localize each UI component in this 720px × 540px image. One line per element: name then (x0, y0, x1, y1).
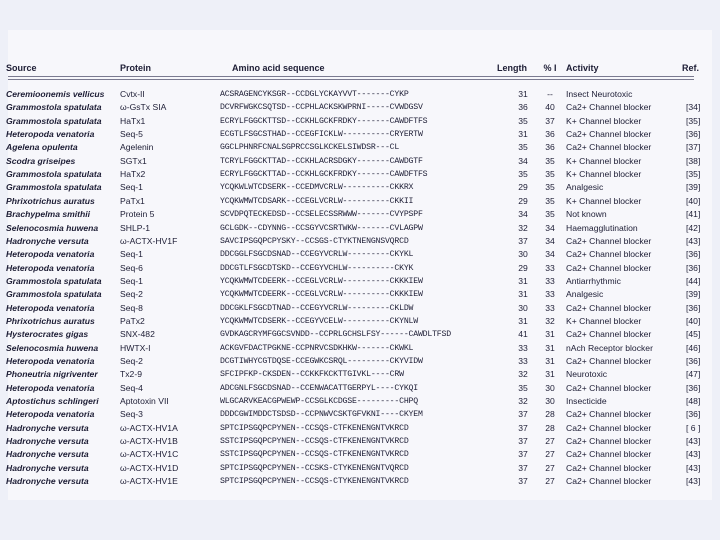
length-cell: 35 (518, 142, 528, 153)
sequence-cell: YCQKWMWTCDEERK--CCEGLVCRLW----------CKKKIEW (220, 290, 423, 300)
table-row (0, 168, 704, 181)
header-activity: Activity (566, 63, 599, 73)
reference-cell: [35] (686, 169, 701, 180)
activity-cell: Ca2+ Channel blocker (566, 422, 652, 433)
length-cell: 31 (518, 315, 528, 326)
percent-identity-cell: 32 (545, 315, 555, 326)
sequence-cell: SPTCIPSGQPCPYNEN--CCSKS-CTYKENENGNTVQRCD (220, 463, 409, 473)
table-row (0, 342, 704, 355)
length-cell: 41 (518, 329, 528, 340)
header-bottom-rule (8, 79, 694, 80)
length-cell: 34 (518, 209, 528, 220)
reference-cell: [43] (686, 476, 701, 487)
reference-cell: [37] (686, 142, 701, 153)
protein-cell: ω-ACTX-HV1C (120, 449, 179, 460)
length-cell: 29 (518, 195, 528, 206)
protein-cell: Seq-4 (120, 382, 143, 393)
percent-identity-cell: 35 (545, 209, 555, 220)
protein-cell: Cvtx-II (120, 89, 145, 99)
length-cell: 31 (518, 275, 528, 286)
sequence-cell: ADCGNLFSGCDSNAD--CCENWACATTGERPYL----CYKQI (220, 383, 418, 393)
activity-cell: K+ Channel blocker (566, 195, 642, 206)
source-cell: Grammostola spatulata (6, 169, 102, 180)
percent-identity-cell: 28 (545, 422, 555, 433)
table-row (0, 422, 704, 435)
activity-cell: K+ Channel blocker (566, 115, 642, 126)
header-length: Length (497, 63, 527, 73)
activity-cell: Ca2+ Channel blocker (566, 409, 652, 420)
protein-cell: HaTx2 (120, 169, 146, 180)
length-cell: 31 (518, 289, 528, 300)
length-cell: 31 (518, 89, 528, 99)
sequence-cell: YCQKWMWTCDSARK--CCEGLVCRLW----------CKKII (220, 196, 414, 206)
percent-identity-cell: -- (547, 89, 553, 99)
sequence-cell: DCGTIWHYCGTDQSE-CCEGWKCSRQL---------CKYVIDW (220, 357, 423, 366)
source-cell: Selenocosmia huwena (6, 222, 99, 233)
protein-cell: Seq-1 (120, 275, 143, 286)
table-row (0, 235, 704, 248)
source-cell: Heteropoda venatoria (6, 356, 95, 366)
percent-identity-cell: 35 (545, 169, 555, 180)
sequence-cell: SPTCIPSGQPCPYNEN--CCSQS-CTYKENENGNTVKRCD (220, 477, 409, 487)
percent-identity-cell: 35 (545, 155, 555, 166)
protein-cell: SGTx1 (120, 155, 147, 166)
percent-identity-cell: 28 (545, 409, 555, 420)
table-row (0, 382, 704, 395)
reference-cell: [38] (686, 155, 701, 166)
activity-cell: Ca2+ Channel blocker (566, 449, 652, 460)
sequence-cell: SSTCIPSGQPCPYNEN--CCSQS-CTFKENENGNTVKRCD (220, 450, 409, 460)
sequence-cell: YCQKWMWTCDEERK--CCEGLVCRLW----------CKKKIEW (220, 276, 423, 286)
protein-cell: ω-ACTX-HV1D (120, 462, 179, 473)
source-cell: Grammostola spatulata (6, 115, 102, 126)
table-row (0, 262, 704, 275)
source-cell: Heteropoda venatoria (6, 409, 95, 420)
activity-cell: Ca2+ Channel blocker (566, 262, 652, 273)
protein-cell: Seq-2 (120, 356, 143, 366)
table-row (0, 155, 704, 168)
activity-cell: Ca2+ Channel blocker (566, 142, 652, 153)
activity-cell: Insect Neurotoxic (566, 89, 633, 99)
protein-cell: Seq-2 (120, 289, 143, 300)
sequence-cell: DDCGKLFSGCDTNAD--CCEGYVCRLW---------CKLDW (220, 303, 414, 313)
header-sequence: Amino acid sequence (232, 63, 325, 73)
table-row (0, 181, 704, 194)
sequence-cell: DDCGGLFSGCDSNAD--CCEGYVCRLW---------CKYKL (220, 250, 414, 260)
source-cell: Heteropoda venatoria (6, 262, 95, 273)
percent-identity-cell: 33 (545, 275, 555, 286)
table-row (0, 248, 704, 261)
percent-identity-cell: 33 (545, 262, 555, 273)
reference-cell: [40] (686, 315, 701, 326)
length-cell: 37 (518, 436, 528, 447)
reference-cell: [48] (686, 396, 701, 407)
source-cell: Heteropoda venatoria (6, 302, 95, 313)
activity-cell: Insecticide (566, 396, 607, 407)
percent-identity-cell: 40 (545, 102, 555, 113)
length-cell: 31 (518, 129, 528, 140)
sequence-cell: ECGTLFSGCSTHAD--CCEGFICKLW----------CRYERTW (220, 130, 423, 140)
sequence-cell: DDDCGWIMDDCTSDSD--CCPNWVCSKTGFVKNI----CKYEM (220, 410, 423, 420)
activity-cell: nAch Receptor blocker (566, 342, 653, 353)
table-row (0, 275, 704, 288)
table-row (0, 462, 704, 475)
length-cell: 37 (518, 235, 528, 246)
source-cell: Hadronyche versuta (6, 422, 89, 433)
protein-cell: Tx2-9 (120, 369, 142, 380)
sequence-cell: GVDKAGCRYMFGGCSVNDD--CCPRLGCHSLFSY------CAWDLTFSD (220, 330, 451, 340)
reference-cell: [39] (686, 182, 701, 193)
percent-identity-cell: 31 (545, 369, 555, 380)
reference-cell: [35] (686, 115, 701, 126)
activity-cell: K+ Channel blocker (566, 315, 642, 326)
source-cell: Hadronyche versuta (6, 462, 89, 473)
length-cell: 35 (518, 382, 528, 393)
activity-cell: Ca2+ Channel blocker (566, 102, 652, 113)
protein-cell: Seq-8 (120, 302, 143, 313)
reference-cell: [39] (686, 289, 701, 300)
table-row (0, 368, 704, 381)
source-cell: Hadronyche versuta (6, 436, 89, 447)
percent-identity-cell: 36 (545, 142, 555, 153)
percent-identity-cell: 33 (545, 302, 555, 313)
sequence-cell: SCVDPQTECKEDSD--CCSELECSSRWWW-------CVYPSPF (220, 210, 423, 220)
sequence-cell: YCQKWMWTCDSERK--CCEGYVCELW----------CKYNLW (220, 316, 418, 326)
percent-identity-cell: 30 (545, 396, 555, 407)
percent-identity-cell: 34 (545, 222, 555, 233)
reference-cell: [46] (686, 342, 701, 353)
sequence-cell: SPTCIPSGQPCPYNEN--CCSQS-CTFKENENGNTVKRCD (220, 423, 409, 433)
length-cell: 32 (518, 222, 528, 233)
percent-identity-cell: 37 (545, 115, 555, 126)
percent-identity-cell: 34 (545, 249, 555, 260)
source-cell: Hadronyche versuta (6, 235, 89, 246)
length-cell: 37 (518, 422, 528, 433)
percent-identity-cell: 27 (545, 449, 555, 460)
table-row (0, 115, 704, 128)
protein-cell: Seq-1 (120, 249, 143, 260)
protein-cell: Seq-6 (120, 262, 143, 273)
percent-identity-cell: 31 (545, 356, 555, 366)
activity-cell: Ca2+ Channel blocker (566, 329, 652, 340)
sequence-cell: SAVCIPSGQPCPYSKY--CCSGS-CTYKTNENGNSVQRCD (220, 236, 409, 246)
protein-cell: Agelenin (120, 142, 154, 153)
sequence-cell: SSTCIPSGQPCPYNEN--CCSQS-CTFKENENGNTVKRCD (220, 437, 409, 447)
source-cell: Phoneutria nigriventer (6, 369, 98, 380)
table-header (0, 62, 704, 75)
source-cell: Ceremioonemis vellicus (6, 89, 105, 99)
percent-identity-cell: 31 (545, 329, 555, 340)
activity-cell: K+ Channel blocker (566, 155, 642, 166)
reference-cell: [36] (686, 129, 701, 140)
protein-cell: Protein 5 (120, 209, 155, 220)
sequence-cell: SFCIPFKP-CKSDEN--CCKKFKCKTTGIVKL----CRW (220, 370, 404, 380)
protein-cell: Aptotoxin VII (120, 396, 169, 407)
length-cell: 35 (518, 169, 528, 180)
activity-cell: Antiarrhythmic (566, 275, 621, 286)
percent-identity-cell: 27 (545, 436, 555, 447)
activity-cell: Haemagglutination (566, 222, 638, 233)
reference-cell: [36] (686, 356, 701, 366)
protein-cell: Seq-3 (120, 409, 143, 420)
protein-cell: Seq-1 (120, 182, 143, 193)
sequence-cell: GGCLPHNRFCNALSGPRCCSGLKCKELSIWDSR---CL (220, 143, 400, 153)
reference-cell: [47] (686, 369, 701, 380)
activity-cell: Analgesic (566, 289, 604, 300)
length-cell: 36 (518, 102, 528, 113)
protein-cell: ω-ACTX-HV1F (120, 235, 178, 246)
reference-cell: [36] (686, 262, 701, 273)
sequence-cell: TCRYLFGGCKTTAD--CCKHLACRSDGKY-------CAWDGTF (220, 156, 423, 166)
percent-identity-cell: 34 (545, 235, 555, 246)
protein-cell: ω-ACTX-HV1A (120, 422, 178, 433)
source-cell: Phrixotrichus auratus (6, 315, 95, 326)
source-cell: Agelena opulenta (6, 142, 78, 153)
table-row (0, 302, 704, 315)
reference-cell: [44] (686, 275, 701, 286)
activity-cell: K+ Channel blocker (566, 169, 642, 180)
table-row (0, 288, 704, 301)
source-cell: Heteropoda venatoria (6, 382, 95, 393)
header-protein: Protein (120, 63, 152, 73)
reference-cell: [41] (686, 209, 701, 220)
table-row (0, 128, 704, 141)
reference-cell: [42] (686, 222, 701, 233)
table-row (0, 88, 704, 101)
length-cell: 33 (518, 342, 528, 353)
reference-cell: [34] (686, 102, 701, 113)
reference-cell: [40] (686, 195, 701, 206)
table-row (0, 435, 704, 448)
length-cell: 29 (518, 262, 528, 273)
length-cell: 34 (518, 155, 528, 166)
length-cell: 32 (518, 369, 528, 380)
table-row (0, 101, 704, 114)
reference-cell: [36] (686, 409, 701, 420)
table-row (0, 328, 704, 341)
reference-cell: [36] (686, 249, 701, 260)
reference-cell: [36] (686, 302, 701, 313)
header-percent-identity: % I (543, 63, 557, 73)
length-cell: 37 (518, 476, 528, 487)
protein-cell: HWTX-I (120, 342, 151, 353)
source-cell: Grammostola spatulata (6, 275, 102, 286)
source-cell: Heteropoda venatoria (6, 129, 95, 140)
source-cell: Scodra griseipes (6, 155, 76, 166)
table-row (0, 475, 704, 488)
length-cell: 37 (518, 409, 528, 420)
protein-cell: ω-ACTX-HV1B (120, 436, 178, 447)
sequence-cell: WLGCARVKEACGPWEWP-CCSGLKCDGSE---------CHPQ (220, 397, 418, 407)
activity-cell: Ca2+ Channel blocker (566, 129, 652, 140)
sequence-cell: DCVRFWGKCSQTSD--CCPHLACKSKWPRNI-----CVWDGSV (220, 103, 423, 113)
source-cell: Selenocosmia huwena (6, 342, 99, 353)
length-cell: 35 (518, 115, 528, 126)
table-row (0, 448, 704, 461)
percent-identity-cell: 35 (545, 195, 555, 206)
activity-cell: Neurotoxic (566, 369, 608, 380)
table-row (0, 141, 704, 154)
sequence-cell: ECRYLFGGCKTTSD--CCKHLGCKFRDKY-------CAWDFTFS (220, 116, 428, 126)
table-row (0, 355, 704, 368)
table-row (0, 408, 704, 421)
source-cell: Grammostola spatulata (6, 289, 102, 300)
percent-identity-cell: 27 (545, 462, 555, 473)
length-cell: 30 (518, 249, 528, 260)
table-row (0, 195, 704, 208)
protein-cell: SNX-482 (120, 329, 155, 340)
source-cell: Brachypelma smithii (6, 209, 91, 220)
activity-cell: Not known (566, 209, 607, 220)
percent-identity-cell: 36 (545, 129, 555, 140)
protein-cell: PaTx2 (120, 315, 145, 326)
sequence-cell: ACKGVFDACTPGKNE-CCPNRVCSDKHKW-------CKWKL (220, 343, 414, 353)
source-cell: Aptostichus schlingeri (6, 396, 99, 407)
reference-cell: [43] (686, 436, 701, 447)
table-row (0, 222, 704, 235)
header-ref: Ref. (682, 63, 700, 73)
source-cell: Phrixotrichus auratus (6, 195, 95, 206)
activity-cell: Ca2+ Channel blocker (566, 382, 652, 393)
source-cell: Grammostola spatulata (6, 182, 102, 193)
sequence-cell: GCLGDK--CDYNNG--CCSGYVCSRTWKW-------CVLAGPW (220, 223, 423, 233)
length-cell: 37 (518, 462, 528, 473)
table-row (0, 315, 704, 328)
percent-identity-cell: 31 (545, 342, 555, 353)
protein-cell: SHLP-1 (120, 222, 151, 233)
source-cell: Hysterocrates gigas (6, 329, 89, 340)
length-cell: 30 (518, 302, 528, 313)
sequence-cell: DDCGTLFSGCDTSKD--CCEGYVCHLW----------CKYK (220, 263, 414, 273)
source-cell: Hadronyche versuta (6, 476, 89, 487)
reference-cell: [43] (686, 449, 701, 460)
source-cell: Heteropoda venatoria (6, 249, 95, 260)
reference-cell: [45] (686, 329, 701, 340)
activity-cell: Ca2+ Channel blocker (566, 356, 652, 366)
length-cell: 29 (518, 182, 528, 193)
header-source: Source (6, 63, 37, 73)
protein-cell: ω-ACTX-HV1E (120, 476, 178, 487)
protein-cell: PaTx1 (120, 195, 145, 206)
activity-cell: Analgesic (566, 182, 604, 193)
activity-cell: Ca2+ Channel blocker (566, 235, 652, 246)
percent-identity-cell: 33 (545, 289, 555, 300)
activity-cell: Ca2+ Channel blocker (566, 249, 652, 260)
sequence-cell: YCQKWLWTCDSERK--CCEDMVCRLW----------CKKRX (220, 183, 414, 193)
header-top-rule (8, 76, 694, 77)
sequence-cell: ACSRAGENCYKSGR--CCDGLYCKAYVVT-------CYKP (220, 90, 409, 99)
length-cell: 37 (518, 449, 528, 460)
reference-cell: [43] (686, 462, 701, 473)
protein-cell: Seq-5 (120, 129, 143, 140)
reference-cell: [ 6 ] (686, 422, 701, 433)
length-cell: 33 (518, 356, 528, 366)
activity-cell: Ca2+ Channel blocker (566, 436, 652, 447)
activity-cell: Ca2+ Channel blocker (566, 462, 652, 473)
source-cell: Grammostola spatulata (6, 102, 102, 113)
percent-identity-cell: 27 (545, 476, 555, 487)
protein-cell: HaTx1 (120, 115, 146, 126)
sequence-cell: ECRYLFGGCKTTAD--CCKHLGCKFRDKY-------CAWDFTFS (220, 170, 428, 180)
source-cell: Hadronyche versuta (6, 449, 89, 460)
percent-identity-cell: 30 (545, 382, 555, 393)
reference-cell: [43] (686, 235, 701, 246)
activity-cell: Ca2+ Channel blocker (566, 476, 652, 487)
protein-cell: ω-GsTx SIA (120, 102, 167, 113)
reference-cell: [36] (686, 382, 701, 393)
length-cell: 32 (518, 396, 528, 407)
activity-cell: Ca2+ Channel blocker (566, 302, 652, 313)
percent-identity-cell: 35 (545, 182, 555, 193)
table-row (0, 395, 704, 408)
table-row (0, 208, 704, 221)
